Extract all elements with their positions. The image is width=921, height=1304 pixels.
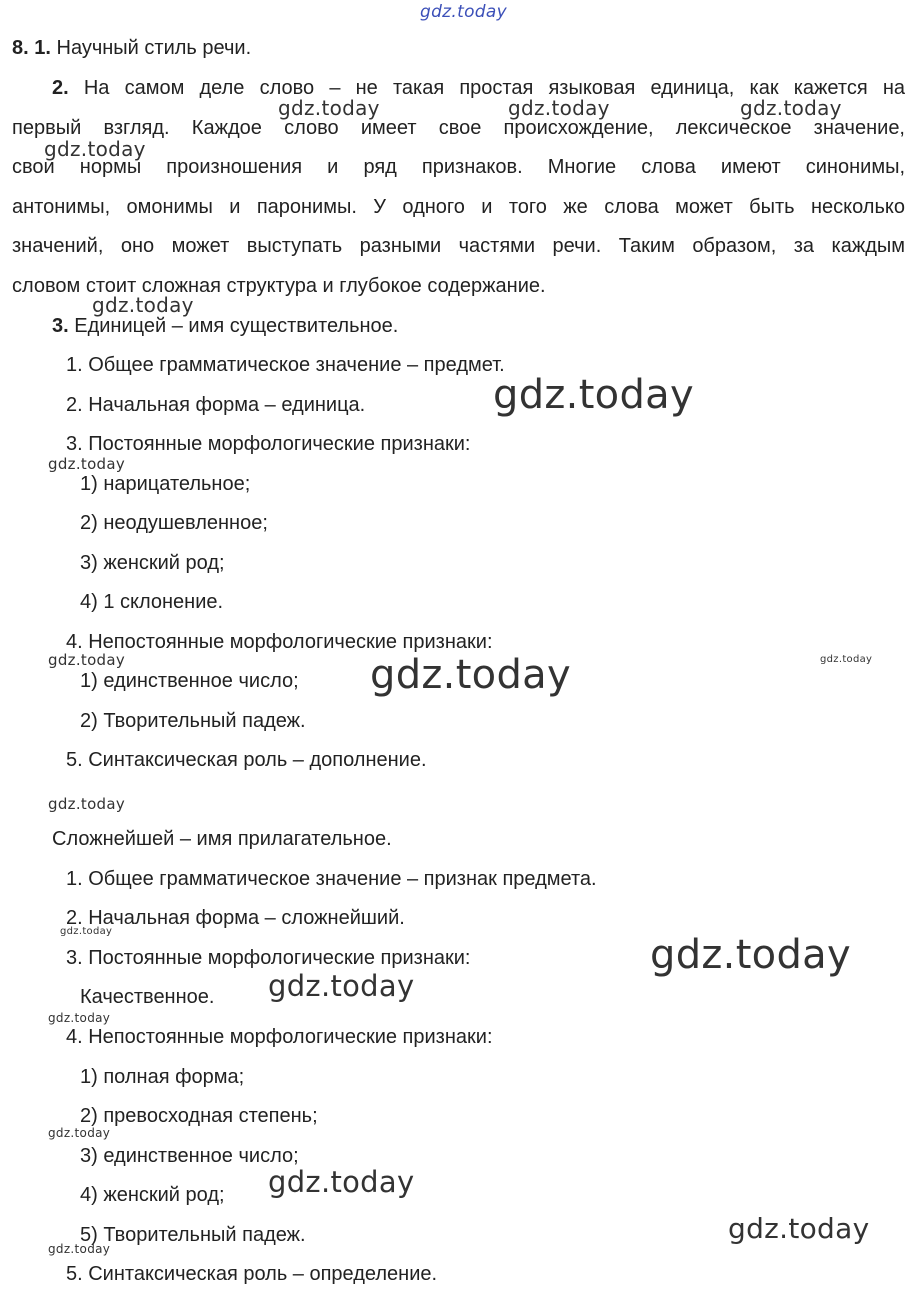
noun-item: 2. Начальная форма – единица.	[66, 394, 366, 416]
noun-subitem: 2) неодушевленное;	[80, 512, 268, 534]
part2-line-4: антонимы, омонимы и паронимы. У одного и того же слова может быть несколько	[12, 196, 905, 218]
watermark: gdz.today	[508, 96, 610, 120]
noun-item: 3. Постоянные морфологические признаки:	[66, 433, 471, 455]
adjective-subitem: Качественное.	[80, 986, 215, 1008]
noun-subitem: 1) единственное число;	[80, 670, 299, 692]
adjective-subitem: 5) Творительный падеж.	[80, 1224, 306, 1246]
watermark: gdz.today	[278, 96, 380, 120]
part2-line-3: свои нормы произношения и ряд признаков. Многие слова имеют синонимы,	[12, 156, 905, 178]
watermark: gdz.today	[728, 1212, 870, 1245]
part2-line-6: словом стоит сложная структура и глубокое содержание.	[12, 275, 546, 297]
noun-item: 4. Непостоянные морфологические признаки:	[66, 631, 493, 653]
watermark: gdz.today	[48, 1011, 111, 1025]
watermark: gdz.today	[370, 652, 571, 698]
watermark: gdz.today	[60, 926, 113, 937]
adjective-subitem: 2) превосходная степень;	[80, 1105, 318, 1127]
noun-subitem: 2) Творительный падеж.	[80, 710, 306, 732]
adjective-item: 1. Общее грамматическое значение – признак предмета.	[66, 868, 597, 890]
watermark: gdz.today	[48, 1126, 111, 1140]
adjective-item: 3. Постоянные морфологические признаки:	[66, 947, 471, 969]
noun-item: 5. Синтаксическая роль – дополнение.	[66, 749, 427, 771]
noun-subitem: 1) нарицательное;	[80, 473, 251, 495]
noun-subitem: 3) женский род;	[80, 552, 225, 574]
noun-item: 1. Общее грамматическое значение – предмет.	[66, 354, 505, 376]
watermark: gdz.today	[48, 651, 126, 669]
part3-number: 3.	[52, 315, 69, 337]
watermark: gdz.today	[820, 654, 873, 665]
adjective-subitem: 3) единственное число;	[80, 1145, 299, 1167]
adjective-subitem: 1) полная форма;	[80, 1066, 245, 1088]
task-number: 8.	[12, 37, 29, 59]
watermark: gdz.today	[48, 1242, 111, 1256]
watermark: gdz.today	[268, 969, 415, 1003]
part1-text: Научный стиль речи.	[56, 37, 252, 59]
part3-heading	[52, 314, 398, 338]
watermark: gdz.today	[44, 137, 146, 161]
part3-text: Единицей – имя существительное.	[74, 315, 399, 337]
watermark: gdz.today	[650, 932, 851, 978]
adjective-item: 5. Синтаксическая роль – определение.	[66, 1263, 438, 1285]
adjective-item: 2. Начальная форма – сложнейший.	[66, 907, 405, 929]
adjective-heading: Сложнейшей – имя прилагательное.	[52, 828, 392, 850]
watermark: gdz.today	[493, 372, 694, 418]
part1-number: 1.	[34, 37, 51, 59]
part2-line-2: первый взгляд. Каждое слово имеет свое происхождение, лексическое значение,	[12, 117, 905, 139]
watermark: gdz.today	[48, 795, 126, 813]
noun-subitem: 4) 1 склонение.	[80, 591, 224, 613]
watermark: gdz.today	[48, 455, 126, 473]
adjective-subitem: 4) женский род;	[80, 1184, 225, 1206]
watermark: gdz.today	[740, 96, 842, 120]
part2-text-1: На самом деле слово – не такая простая языковая единица, как кажется на	[83, 77, 905, 99]
watermark: gdz.today	[420, 2, 507, 22]
watermark: gdz.today	[268, 1165, 415, 1199]
watermark: gdz.today	[92, 293, 194, 317]
adjective-item: 4. Непостоянные морфологические признаки:	[66, 1026, 493, 1048]
part2-number: 2.	[52, 77, 69, 99]
task-heading	[12, 36, 251, 60]
part2-line-5: значений, оно может выступать разными частями речи. Таким образом, за каждым	[12, 235, 905, 257]
